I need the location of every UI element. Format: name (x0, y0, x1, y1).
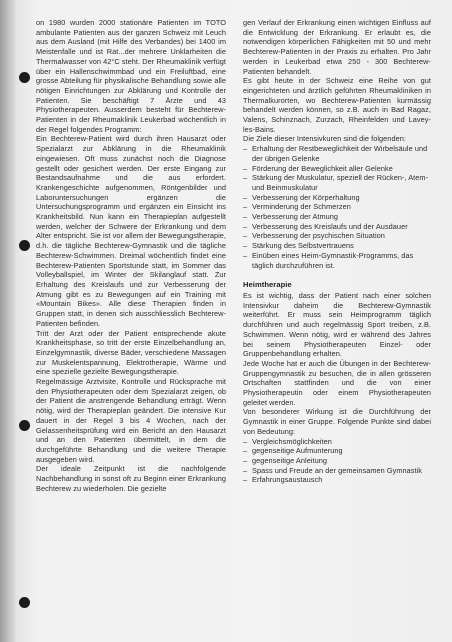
list-item: – Verbesserung der Atmung (243, 212, 431, 222)
right-column (243, 18, 431, 485)
binder-hole (19, 72, 30, 83)
list-item: – Verbesserung der Körperhaltung (243, 193, 431, 203)
list-item: – gegenseitige Anleitung (243, 456, 431, 466)
list-item: – Spass und Freude an der gemeinsamen Gymnastik (243, 466, 431, 476)
paragraph: Der ideale Zeitpunkt ist die nachfolgende Nachbehandlung in sonst oft zu Beginn einer Erkrankung Bechterew zu wiederholen. Die gezielte (36, 464, 226, 493)
list-item: – Verbesserung des Kreislaufs und der Ausdauer (243, 222, 431, 232)
paragraph: Die Ziele dieser Intensivkuren sind die folgenden: (243, 134, 406, 144)
page-binding-edge (0, 0, 16, 642)
binder-hole (19, 597, 30, 608)
paragraph: on 1980 wurden 2000 stationäre Patienten im TOTO ambulante Patienten aus der ganzen Schweiz mit Leuch aus dem Ausland (mit Hilfe des Verbandes) bei 1400 im Meistenfalle und ist Rat...der mehrere Unklarheiten die Thermalwasser von 42°C steht. Der Rheumaklinik verfügt über ein Hallenschwimmbad und ein Freiluftbad, eine grosse Abteilung für physikalische Behandlung sowie alle nötigen Einrichtungen zur Abklärung und Kontrolle der Patienten. Sie beschäftigt 7 Ärzte und 43 Physiotherapeuten. Ausserdem besteht für Bechterew-Patienten in der Rheumaklinik Leukerbad wöchentlich in der Regel folgendes Programm: (36, 18, 226, 134)
list-item: – Stärkung des Selbstvertrauens (243, 241, 431, 251)
list-item: – Erfahrungsaustausch (243, 475, 431, 485)
group-benefits-list (243, 437, 431, 486)
paragraph: Von besonderer Wirkung ist die Durchführung der Gymnastik in einer Gruppe. Folgende Punkte sind dabei von Bedeutung: (243, 407, 431, 436)
list-item: – Einüben eines Heim-Gymnastik-Programms, das täglich durchzuführen ist. (243, 251, 431, 270)
binder-hole (19, 420, 30, 431)
list-item: – gegenseitige Aufmunterung (243, 446, 431, 456)
paragraph: gen Verlauf der Erkrankung einen wichtigen Einfluss auf die Entwicklung der Erkrankung. Er erlaubt es, die notwendigen körperlichen Fähigkeiten mit 50 und mehr Bechterew-Patienten in der Praxis zu erhalten. Pro Jahr werden in Leukerbad etwa 250 - 300 Bechterew-Patienten behandelt. (243, 18, 431, 76)
paragraph: Es ist wichtig, dass der Patient nach einer solchen Intensivkur daheim die Bechterew-Gymnastik weiterführt. Er muss sein Heimprogramm täglich durchführen und auch regelmässig Sport treiben, z.B. Schwimmen. Wenn nötig, wird er während des Jahres bei seinem Physiotherapeuten Einzel- oder Gruppenbehandlung erhalten. (243, 290, 431, 359)
list-item: – Förderung der Beweglichkeit aller Gelenke (243, 164, 431, 174)
section-heading: Heimtherapie (243, 280, 292, 290)
paragraph: Es gibt heute in der Schweiz eine Reihe von gut eingerichteten und ärztlich geführten Rheumakliniken in Thermalkurorten, wo Bechterew-Patienten kurmässig behandelt werden können, so z.B. auch in Bad Ragaz, Valens, Schinznach, Zurzach, Rheinfelden und Lavey-les-Bains. (243, 76, 431, 134)
list-item: – Verminderung der Schmerzen (243, 202, 431, 212)
paragraph: Jede Woche hat er auch die Übungen in der Bechterew-Gruppengymnastik zu besuchen, die in allen grösseren Ortschaften stattfinden und die von einer Physiotherapeutin oder einem Physiotherapeuten geleitet werden. (243, 358, 431, 407)
left-column (36, 18, 226, 493)
goals-list (243, 144, 431, 270)
list-item: – Erhaltung der Restbeweglichkeit der Wirbelsäule und der übrigen Gelenke (243, 144, 431, 163)
list-item: – Vergleichsmöglichkeiten (243, 437, 431, 447)
paragraph: Regelmässige Arztvisite, Kontrolle und Rücksprache mit den Physiotherapeuten oder dem Spezialarzt zeigen, ob der Patient die anstrengende Behandlung erträgt. Wenn nötig, wird der Therapieplan geändert. Die intensive Kur dauert in der Regel 3 bis 4 Wochen, nach der Gelassenheitsprüfung wird ein Bericht an den Hausarzt und an den Patienten übermittelt, in dem die durchgeführte Behandlung und die weitere Therapie ausgegeben wird. (36, 377, 226, 464)
paragraph: Tritt der Arzt oder der Patient entsprechende akute Krankheitsphase, so tritt der erste Einzelbehandlung an, Einzelgymnastik, diverse Bäder, verschiedene Massagen zur Muskelentspannung, Elektrotherapie, Wärme und eine spezielle gezielte Bewegungstherapie. (36, 328, 226, 377)
binder-hole (19, 240, 30, 251)
paragraph: Ein Bechterew-Patient wird durch ihren Hausarzt oder Spezialarzt zur Abklärung in die Rheumaklinik eingewiesen. Oft muss zunächst noch die Diagnose gestellt oder gesichert werden. Der erste Eingang zur Bestandsaufnahme und die aus erfordert. Krankengeschichte aufgenommen, Röntgenbilder und Laboruntersuchungen ergänzen die Untersuchungsprogramm und ergänzen ein Einsicht ins Krankheitsbild. Nun kann ein Therapieplan aufgestellt werden, welcher der Schwere der Erkrankung und dem Alter entspricht. Sie ist vor allem der Bewegungstherapie, d.h. die tägliche Bechterew-Gymnastik und die tägliche Bechterew-Schwimmen. Dreimal wöchentlich findet eine Bechterew-Patienten Sportstunde statt, im Sommer das Volleyballspiel, im Winter der Skilanglauf statt. Zur Erhaltung des Kreislaufs und zur Verbesserung der Atmung gibt es zu Bewegungen auf ein Training mit «Mountain Bikes». Alle diese Therapien finden in Gruppen statt, in denen sich ausschliesslich Bechterew-Patienten befinden. (36, 134, 226, 328)
list-item: – Stärkung der Muskulatur, speziell der Rücken-, Atem- und Beinmuskulatur (243, 173, 431, 192)
list-item: – Verbesserung der psychischen Situation (243, 231, 431, 241)
